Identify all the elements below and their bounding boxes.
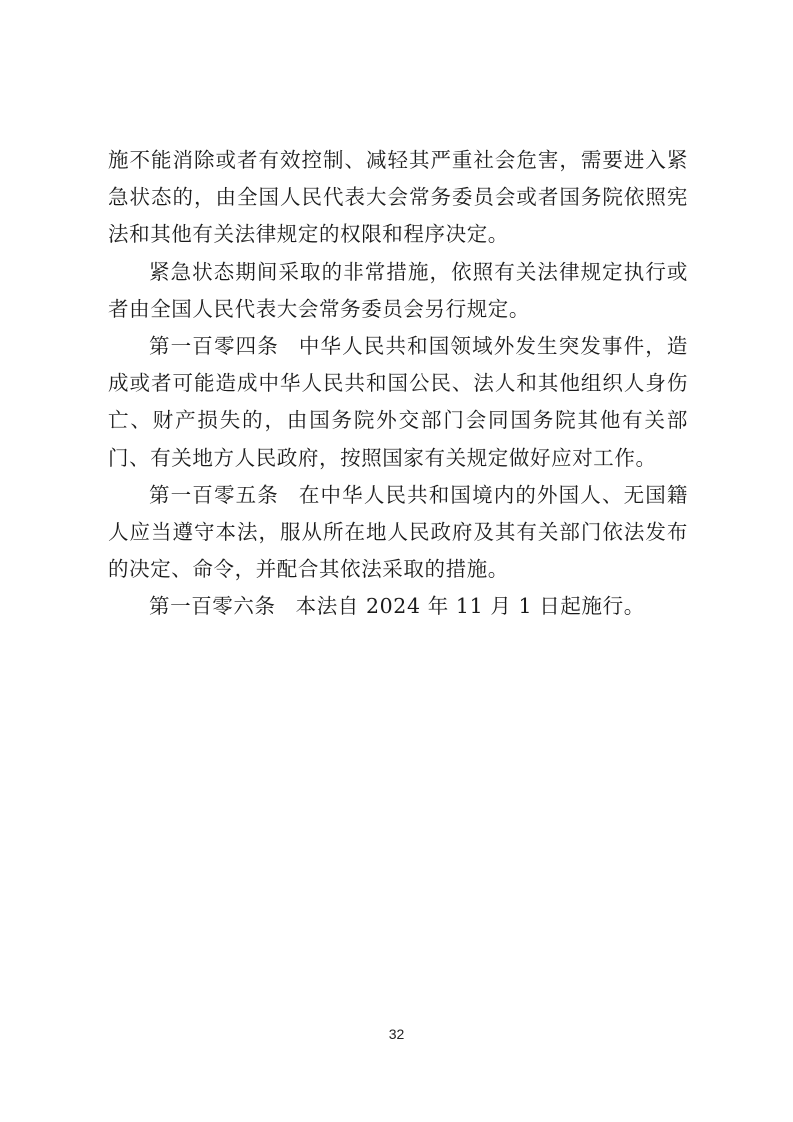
paragraph-1: [108, 142, 688, 254]
law-text-body: [108, 142, 688, 626]
article-106-text: 本法自 2024 年 11 月 1 日起施行。: [295, 594, 645, 619]
paragraph-2-text: 紧急状态期间采取的非常措施，依照有关法律规定执行或者由全国人民代表大会常务委员会另行规定。: [108, 259, 688, 321]
article-105: [108, 477, 688, 589]
paragraph-2: [108, 254, 688, 328]
article-106-number: 第一百零六条: [149, 594, 276, 619]
article-105-text: 在中华人民共和国境内的外国人、无国籍人应当遵守本法，服从所在地人民政府及其有关部门依法发布的决定、命令，并配合其依法采取的措施。: [108, 482, 688, 582]
paragraph-1-text: 施不能消除或者有效控制、减轻其严重社会危害，需要进入紧急状态的，由全国人民代表大会常务委员会或者国务院依照宪法和其他有关法律规定的权限和程序决定。: [108, 148, 688, 247]
page-number: 32: [388, 1026, 405, 1042]
article-104: [108, 328, 688, 477]
article-104-text: 中华人民共和国领域外发生突发事件，造成或者可能造成中华人民共和国公民、法人和其他组织人身伤亡、财产损失的，由国务院外交部门会同国务院其他有关部门、有关地方人民政府，按照国家有关规定做好应对工作。: [108, 334, 688, 470]
article-105-number: 第一百零五条: [149, 482, 279, 507]
article-104-number: 第一百零四条: [149, 334, 279, 359]
article-106: [108, 588, 688, 625]
